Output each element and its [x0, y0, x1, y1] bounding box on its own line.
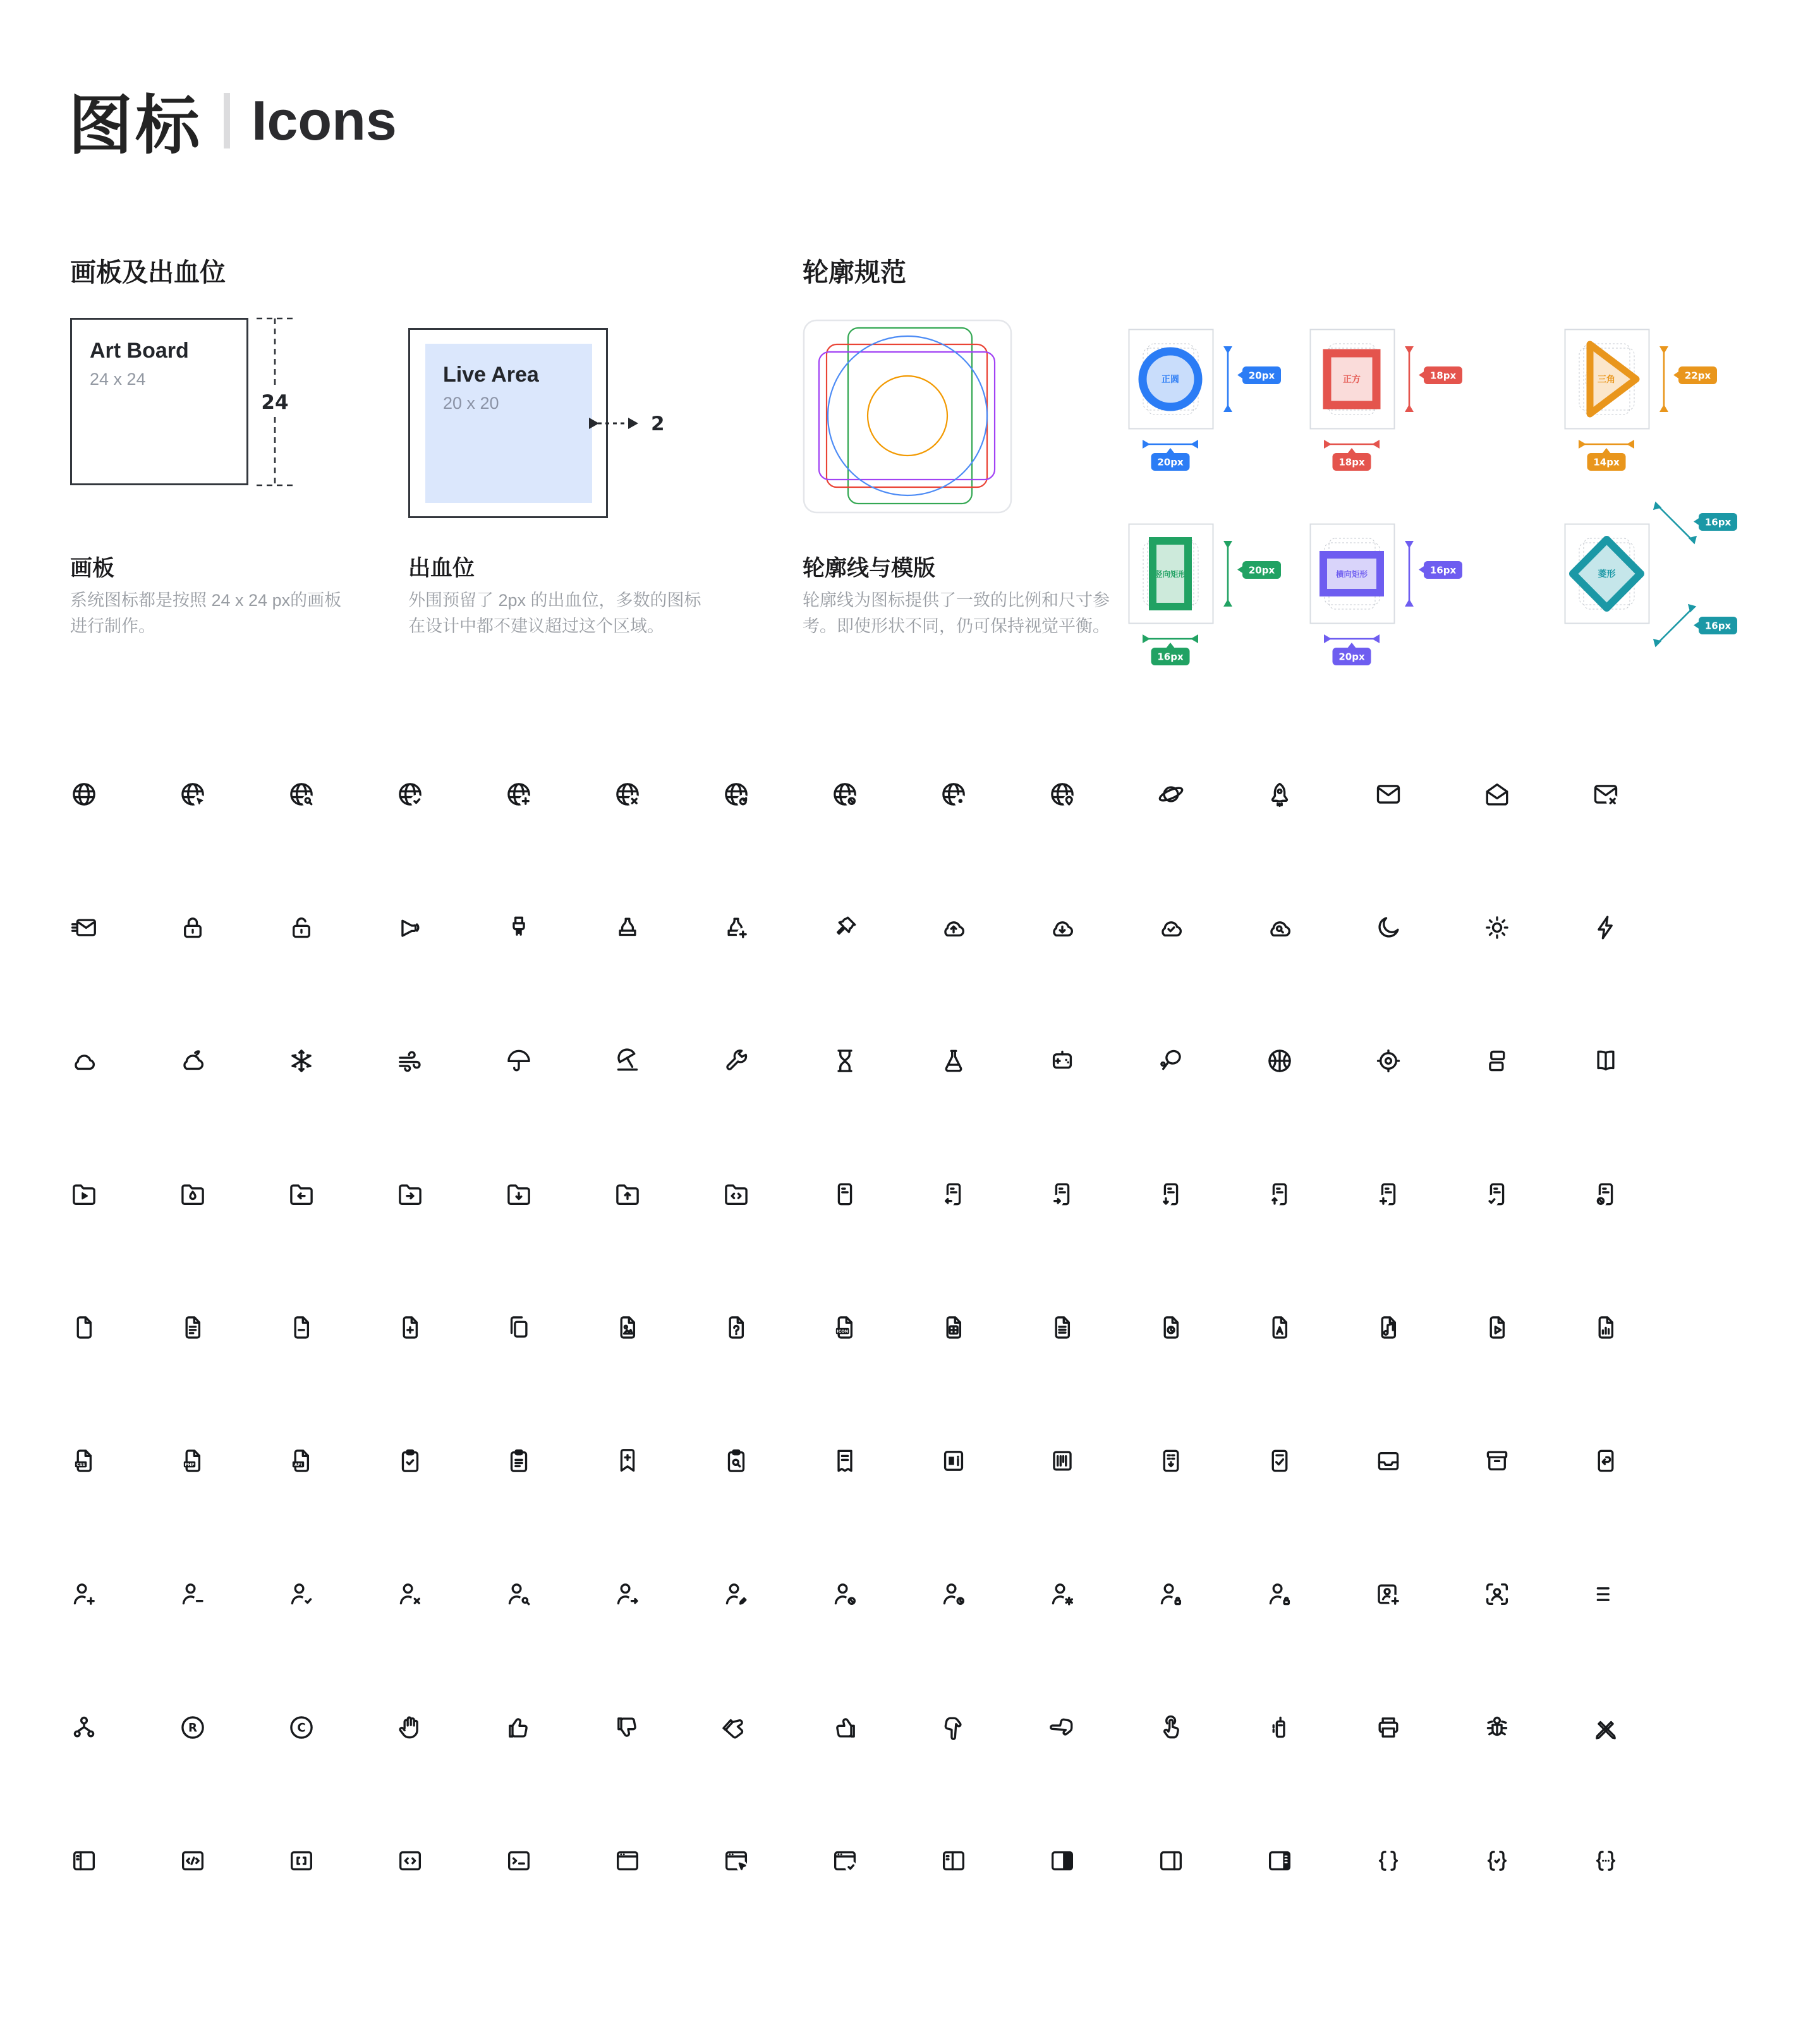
- artboard-dim-label: 24: [261, 391, 289, 414]
- svg-text:ICON: ICON: [837, 1329, 849, 1334]
- artboard-dimension: [253, 316, 303, 488]
- svg-text:18px: 18px: [1338, 456, 1365, 468]
- artboard-title: Art Board: [90, 339, 189, 363]
- keyline-template-diagram: [803, 319, 1012, 514]
- cloud-check-icon: [1156, 913, 1186, 942]
- clipboard-search-icon: [722, 1446, 751, 1475]
- moon-icon: [1374, 913, 1403, 942]
- file-pdf-icon: [1265, 1313, 1294, 1342]
- lock-open-icon: [287, 913, 316, 942]
- svg-text:C: C: [297, 1721, 306, 1735]
- cloud-flame-icon: [178, 1046, 207, 1075]
- file-list-icon: [1048, 1313, 1077, 1342]
- bolt-icon: [1591, 913, 1620, 942]
- keyline-shape-rect-v: [1128, 523, 1286, 673]
- bug-icon: [1483, 1713, 1512, 1742]
- globe-pin-icon: [1048, 780, 1077, 809]
- hand-point-left-icon: [1048, 1713, 1077, 1742]
- folder-arrowR-icon: [396, 1180, 425, 1209]
- cloud-up-icon: [939, 913, 968, 942]
- window-sidebar-icon: [70, 1846, 99, 1875]
- paintbrush-icon: [504, 913, 533, 942]
- window-panel-fill-icon: [1265, 1846, 1294, 1875]
- svg-text:16px: 16px: [1704, 516, 1732, 528]
- stack-icon: [1483, 1046, 1512, 1075]
- svg-text:20px: 20px: [1157, 456, 1184, 468]
- user-x-icon: [396, 1580, 425, 1609]
- umbrella-icon: [504, 1046, 533, 1075]
- file-text-icon: [178, 1313, 207, 1342]
- keyline-shape-circle: [1128, 329, 1286, 478]
- file-plus-icon: [396, 1313, 425, 1342]
- user-slash-icon: [830, 1580, 859, 1609]
- flask-icon: [939, 1046, 968, 1075]
- bookmark-plus-icon: [613, 1446, 642, 1475]
- note-icon: [830, 1180, 859, 1209]
- globe-cursor-icon: [178, 780, 207, 809]
- file-question-icon: [722, 1313, 751, 1342]
- window-code-icon: [178, 1846, 207, 1875]
- svg-text:R: R: [188, 1721, 198, 1735]
- globe-check-icon: [396, 780, 425, 809]
- note-arrowU-icon: [1265, 1180, 1294, 1209]
- svg-text:正圆: 正圆: [1162, 375, 1179, 385]
- planet-icon: [1156, 780, 1186, 809]
- note-slash-icon: [1591, 1180, 1620, 1209]
- svg-text:菱形: 菱形: [1598, 569, 1616, 579]
- user-focus-icon: [1483, 1580, 1512, 1609]
- mail-icon: [1374, 780, 1403, 809]
- wrench-icon: [722, 1046, 751, 1075]
- svg-text:22px: 22px: [1684, 370, 1711, 382]
- globe-search-icon: [287, 780, 316, 809]
- svg-text:横向矩形: 横向矩形: [1335, 569, 1368, 579]
- window-panel-icon: [1156, 1846, 1186, 1875]
- pushpin-icon: [830, 913, 859, 942]
- globe-dot-icon: [939, 780, 968, 809]
- folder-play-icon: [70, 1180, 99, 1209]
- user-gear-icon: [1048, 1580, 1077, 1609]
- clipboard-list-icon: [504, 1446, 533, 1475]
- sun-icon: [1483, 913, 1512, 942]
- window-terminal-icon: [504, 1846, 533, 1875]
- file-icon-icon: [830, 1313, 859, 1342]
- mail-open-icon: [1483, 780, 1512, 809]
- inbox-icon: [1374, 1446, 1403, 1475]
- page-title-zh: 图标: [68, 90, 202, 162]
- svg-text:三角: 三角: [1598, 375, 1615, 385]
- copy-icon: [504, 1313, 533, 1342]
- outline-note-desc: 轮廓线为图标提供了一致的比例和尺寸参考。即使形状不同，仍可保持视觉平衡。: [803, 591, 1110, 636]
- svg-text:PHP: PHP: [185, 1462, 195, 1468]
- target-icon: [1374, 1046, 1403, 1075]
- snowflake-icon: [287, 1046, 316, 1075]
- window-tabs-icon: [613, 1846, 642, 1875]
- window-cursor-icon: [722, 1846, 751, 1875]
- user-plus-icon: [70, 1580, 99, 1609]
- svg-text:18px: 18px: [1429, 370, 1457, 382]
- globe-icon: [70, 780, 99, 809]
- bleed-dim-label: 2: [651, 413, 665, 435]
- livearea-title: Live Area: [443, 363, 539, 387]
- thumb-forward-icon: [722, 1713, 751, 1742]
- svg-text:竖向矩形: 竖向矩形: [1154, 569, 1187, 579]
- clipboard-check-icon: [396, 1446, 425, 1475]
- cloud-icon: [70, 1046, 99, 1075]
- wind-icon: [396, 1046, 425, 1075]
- user-lock-icon: [1265, 1580, 1294, 1609]
- note-arrowD-icon: [1156, 1180, 1186, 1209]
- note-arrowL-icon: [939, 1180, 968, 1209]
- file-table-icon: [939, 1313, 968, 1342]
- file-image-icon: [613, 1313, 642, 1342]
- file-play-icon: [1483, 1313, 1512, 1342]
- reader-icon: [939, 1446, 968, 1475]
- barcode-icon: [1048, 1446, 1077, 1475]
- hand-point-down-icon: [939, 1713, 968, 1742]
- user-edit-icon: [722, 1580, 751, 1609]
- globe-x-icon: [613, 780, 642, 809]
- user-check-icon: [287, 1580, 316, 1609]
- icon-grid: [70, 780, 1620, 1875]
- umbrella-beach-icon: [613, 1046, 642, 1075]
- file-php-icon: [178, 1446, 207, 1475]
- board-note-title: 画板: [70, 556, 115, 581]
- section-heading-outline: 轮廓规范: [803, 258, 906, 287]
- thumb-back-icon: [830, 1713, 859, 1742]
- artboard-diagram: [70, 318, 248, 485]
- user-arrowR-icon: [613, 1580, 642, 1609]
- cloud-search-icon: [1265, 913, 1294, 942]
- note-plus-icon: [1374, 1180, 1403, 1209]
- file-icon: [70, 1313, 99, 1342]
- network-icon: [70, 1713, 99, 1742]
- brush-icon: [613, 913, 642, 942]
- thumb-up-icon: [504, 1713, 533, 1742]
- braces-check-icon: [1483, 1846, 1512, 1875]
- file-minus-icon: [287, 1313, 316, 1342]
- cloud-down-icon: [1048, 913, 1077, 942]
- section-heading-artboard: 画板及出血位: [70, 258, 226, 287]
- svg-text:20px: 20px: [1248, 370, 1275, 382]
- svg-text:API: API: [294, 1462, 303, 1468]
- page-title-en: Icons: [252, 89, 397, 152]
- file-clock-icon: [1156, 1313, 1186, 1342]
- card-check-icon: [1265, 1446, 1294, 1475]
- page-title: [68, 75, 397, 167]
- bleed-dimension: [588, 409, 670, 437]
- file-css-icon: [70, 1446, 99, 1475]
- window-split-icon: [939, 1846, 968, 1875]
- artboard-size: 24 x 24: [90, 370, 146, 389]
- copyright-icon: [287, 1713, 316, 1742]
- mail-x-icon: [1591, 780, 1620, 809]
- file-api-icon: [287, 1446, 316, 1475]
- title-divider: [224, 93, 230, 148]
- rocket-icon: [1265, 780, 1294, 809]
- hand-icon: [396, 1713, 425, 1742]
- card-return-icon: [1591, 1446, 1620, 1475]
- hourglass-icon: [830, 1046, 859, 1075]
- note-check-icon: [1483, 1180, 1512, 1209]
- hand-tap-icon: [1156, 1713, 1186, 1742]
- book-open-icon: [1591, 1046, 1620, 1075]
- livearea-diagram: [408, 328, 608, 518]
- livearea-inner: [425, 344, 592, 503]
- lock-icon: [178, 913, 207, 942]
- file-chart-icon: [1591, 1313, 1620, 1342]
- keyline-shape-triangle: [1564, 329, 1722, 478]
- board-note-desc: 系统图标都是按照 24 x 24 px的画板进行制作。: [70, 591, 342, 636]
- basketball-icon: [1265, 1046, 1294, 1075]
- keyline-shape-square: [1309, 329, 1467, 478]
- folder-drop-icon: [178, 1180, 207, 1209]
- menu-icon: [1591, 1580, 1620, 1609]
- certificate-icon: [1156, 1446, 1186, 1475]
- livearea-size: 20 x 20: [443, 394, 499, 413]
- window-split-fill-icon: [1048, 1846, 1077, 1875]
- svg-text:CSS: CSS: [76, 1462, 86, 1468]
- braces-dots-icon: [1591, 1846, 1620, 1875]
- window-check-icon: [830, 1846, 859, 1875]
- megaphone-icon: [396, 913, 425, 942]
- folder-arrowL-icon: [287, 1180, 316, 1209]
- gamepad-icon: [1048, 1046, 1077, 1075]
- keyline-shape-diamond: [1542, 487, 1757, 679]
- printer-icon: [1374, 1713, 1403, 1742]
- pens-crossed-icon: [1591, 1713, 1620, 1742]
- svg-text:正方: 正方: [1343, 375, 1361, 385]
- mail-fast-icon: [70, 913, 99, 942]
- folder-arrowU-icon: [613, 1180, 642, 1209]
- svg-text:14px: 14px: [1593, 456, 1620, 468]
- user-clock-icon: [939, 1580, 968, 1609]
- folder-code-icon: [722, 1180, 751, 1209]
- svg-text:20px: 20px: [1338, 651, 1365, 663]
- keyline-shape-rect-h: [1309, 523, 1467, 673]
- coupon-icon: [830, 1446, 859, 1475]
- file-music-icon: [1374, 1313, 1403, 1342]
- registered-icon: [178, 1713, 207, 1742]
- window-brackets-icon: [287, 1846, 316, 1875]
- fax-icon: [1265, 1713, 1294, 1742]
- svg-text:16px: 16px: [1157, 651, 1184, 663]
- globe-plus-icon: [504, 780, 533, 809]
- bleed-note-desc: 外围预留了 2px 的出血位，多数的图标在设计中都不建议超过这个区域。: [408, 591, 701, 636]
- contact-plus-icon: [1374, 1580, 1403, 1609]
- user-minus-icon: [178, 1580, 207, 1609]
- bleed-note-title: 出血位: [408, 556, 475, 581]
- brush-plus-icon: [722, 913, 751, 942]
- thumb-down-icon: [613, 1713, 642, 1742]
- window-chevrons-icon: [396, 1846, 425, 1875]
- svg-text:20px: 20px: [1248, 564, 1275, 576]
- svg-text:16px: 16px: [1704, 620, 1732, 632]
- outline-note-title: 轮廓线与模版: [803, 556, 936, 581]
- braces-icon: [1374, 1846, 1403, 1875]
- user-unlock-icon: [1156, 1580, 1186, 1609]
- folder-arrowD-icon: [504, 1180, 533, 1209]
- svg-text:16px: 16px: [1429, 564, 1457, 576]
- archive-icon: [1483, 1446, 1512, 1475]
- note-arrowR-icon: [1048, 1180, 1077, 1209]
- user-search-icon: [504, 1580, 533, 1609]
- globe-slash-icon: [830, 780, 859, 809]
- racket-icon: [1156, 1046, 1186, 1075]
- globe-refresh-icon: [722, 780, 751, 809]
